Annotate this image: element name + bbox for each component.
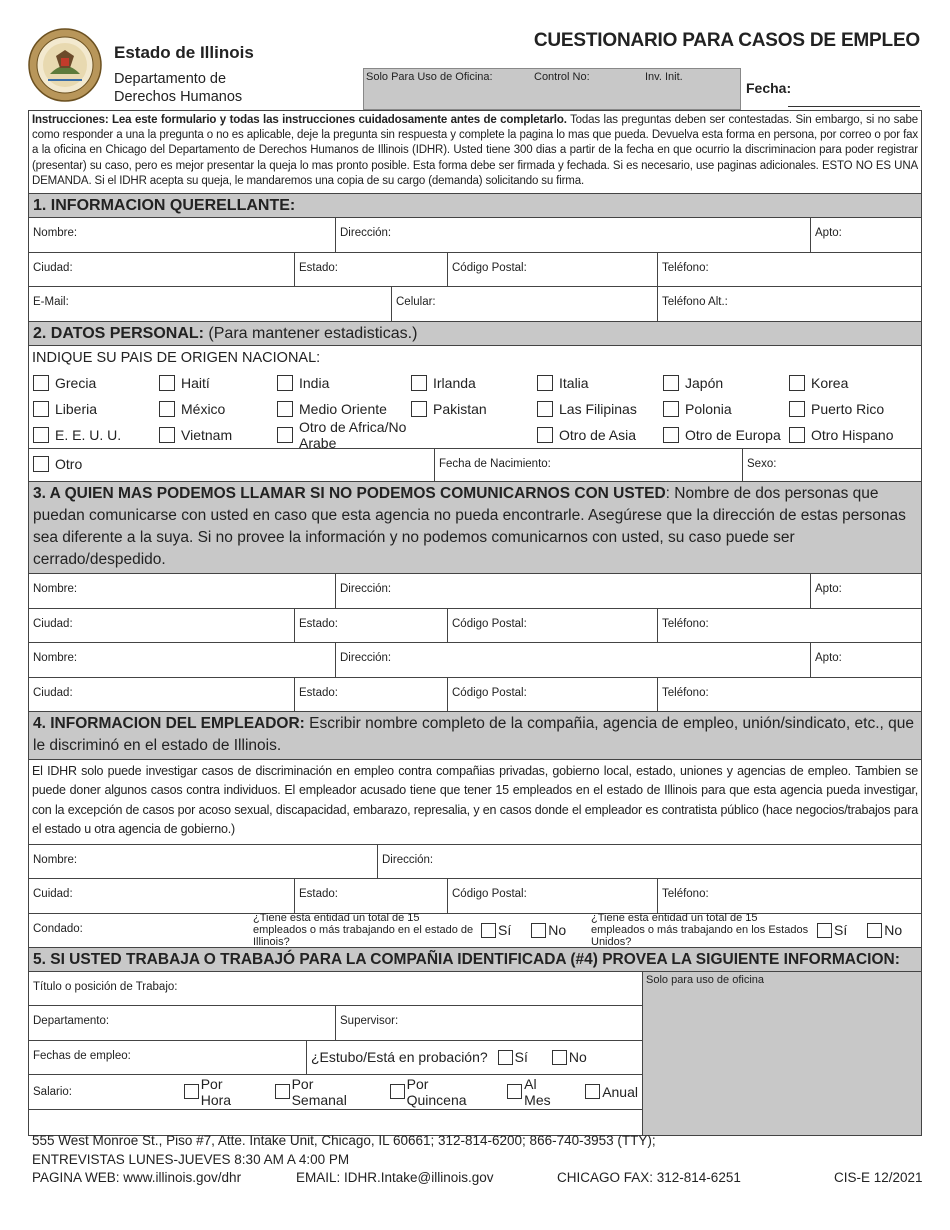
contact2-apt-field[interactable]: Apto: (815, 652, 842, 665)
checkbox[interactable] (411, 401, 427, 417)
other-origin-option[interactable]: Otro (29, 449, 435, 482)
pay-label: Por Semanal (291, 1075, 347, 1108)
checkbox[interactable] (277, 401, 293, 417)
origin-option (411, 422, 537, 448)
footer-email: EMAIL: IDHR.Intake@illinois.gov (296, 1170, 494, 1185)
employer-county-field[interactable]: Condado: (33, 922, 83, 935)
national-origin-label: INDIQUE SU PAIS DE ORIGEN NACIONAL: (32, 349, 321, 366)
checkbox[interactable] (33, 456, 49, 472)
origin-label: Vietnam (181, 426, 233, 443)
checkbox[interactable] (663, 401, 679, 417)
contact1-city-field[interactable]: Ciudad: (29, 609, 295, 643)
us-yes-option[interactable]: Sí (817, 922, 847, 938)
pay-option[interactable] (390, 1076, 490, 1108)
section-4-header: 4. INFORMACION DEL EMPLEADOR: Escribir nombre completo de la compañia, agencia de empleo, unión/sindicato, etc., que le discriminó en el estado de Illinois. (29, 712, 921, 760)
us-no-option[interactable]: No (867, 922, 902, 938)
checkbox[interactable] (789, 375, 805, 391)
origin-option[interactable] (789, 422, 923, 448)
office-use-area: Solo para uso de oficina (643, 972, 921, 1135)
department-name: Departamento de Derechos Humanos (114, 71, 243, 105)
checkbox[interactable] (33, 401, 49, 417)
contact2-address-field[interactable]: Dirección: (336, 643, 811, 677)
section-3-header: 3. A QUIEN MAS PODEMOS LLAMAR SI NO PODEMOS COMUNICARNOS CON USTED: Nombre de dos personas que puedan comunicarse con usted en caso que esta agencia no pueda encontrarle. Asegúrese que la dirección de estas personas sea diferente a la suya. Si no provee la información y no podemos comunicarnos con usted, su caso puede ser cerrado/despedido. (29, 482, 921, 574)
checkbox[interactable] (498, 1050, 513, 1065)
checkbox[interactable] (159, 375, 175, 391)
salary-field: Salario: Por Hora Por Semanal Por Quincena Al Mes Anual (33, 1075, 638, 1108)
claimant-address-field[interactable]: Dirección: (336, 218, 811, 252)
checkbox[interactable] (867, 923, 882, 938)
origin-label: México (181, 400, 226, 417)
illinois-no-option[interactable]: No (531, 922, 566, 938)
form-title: CUESTIONARIO PARA CASOS DE EMPLEO (533, 30, 920, 51)
birthdate-field[interactable]: Fecha de Nacimiento: (435, 449, 743, 482)
checkbox[interactable] (537, 401, 553, 417)
origin-option[interactable] (789, 370, 923, 396)
checkbox[interactable] (184, 1084, 199, 1099)
origin-option[interactable] (33, 370, 159, 396)
contact1-zip-field[interactable]: Código Postal: (448, 609, 658, 643)
origin-label: Medio Oriente (299, 400, 387, 417)
origin-label: Puerto Rico (811, 400, 885, 417)
origin-option[interactable] (789, 396, 923, 422)
origin-label: India (299, 374, 330, 391)
section-2-header: 2. DATOS PERSONAL: (Para mantener estadisticas.) (29, 322, 921, 346)
origin-option[interactable] (537, 422, 663, 448)
checkbox[interactable] (33, 427, 49, 443)
pay-option[interactable] (184, 1076, 255, 1108)
employer-state-field[interactable]: Estado: (295, 879, 448, 913)
employer-info-paragraph: El IDHR solo puede investigar casos de discriminación en empleo contra compañias privadas, gobierno local, estado, uniones y agencias de empleo. Tambien se puede doner algunos casos contra individuos. El empleador acusado tiene que tener 15 empleados en el estado de Illinois para que esta agencia pueda investigar, con la excepción de casos por acoso sexual, discapacidad, embarazo, represalia, y en casos donde el empleador es contratista público (hace negocios/trabajos para el estado u otra agencia de gobierno.) (29, 760, 921, 845)
pay-label: Al Mes (524, 1075, 551, 1108)
employment-dates-field[interactable]: Fechas de empleo: (29, 1041, 307, 1075)
instructions: Instrucciones: Lea este formulario y todas las instrucciones cuidadosamente antes de completarlo. Todas las preguntas deben ser contestadas. Sin embargo, si no sabe como responder a una la pregunta o no es aplicable, deje la pregunta sin respuesta y complete la pagina lo mas que pueda. Devuelva esta forma en persona, por correo o por fax a la oficina en Chicago del Departamento de Derechos Humanos de Illinois (IDHR). Usted tiene 300 dias a partir de la fecha en que ocurrio la discriminacion para poder registrar (presentar) su caso, pero es mejor presentar la queja lo mas pronto posible. Esta forma debe ser firmada y fechada. Si es necesario, use paginas adicionales. ESTO NO ES UNA DEMANDA. Si el IDHR acepta su queja, le mandaremos una copia de su cargo (demanda) solicitando su firma. (29, 111, 921, 194)
contact2-state-field[interactable]: Estado: (295, 678, 448, 712)
origin-label: Pakistan (433, 400, 487, 417)
origin-option[interactable] (663, 370, 789, 396)
origin-option[interactable] (33, 422, 159, 448)
contact2-zip-field[interactable]: Código Postal: (448, 678, 658, 712)
job-title-field[interactable]: Título o posición de Trabajo: (33, 980, 178, 993)
probation-question: ¿Estubo/Está en probación? Sí No (311, 1049, 587, 1066)
employer-address-field[interactable]: Dirección: (382, 853, 434, 866)
checkbox[interactable] (411, 375, 427, 391)
contact1-state-field[interactable]: Estado: (295, 609, 448, 643)
employer-city-field[interactable]: Cuidad: (29, 879, 295, 913)
origin-label: Otro de Europa (685, 426, 781, 443)
origin-label: E. E. U. U. (55, 426, 122, 443)
checkbox[interactable] (481, 923, 496, 938)
claimant-city-field[interactable]: Ciudad: (29, 253, 295, 287)
date-field[interactable] (788, 106, 920, 107)
checkbox[interactable] (159, 401, 175, 417)
origin-label: Italia (559, 374, 589, 391)
claimant-name-field[interactable]: Nombre: (29, 218, 336, 252)
checkbox[interactable] (159, 427, 175, 443)
supervisor-field[interactable]: Supervisor: (340, 1015, 399, 1028)
pay-option[interactable] (275, 1076, 370, 1108)
employer-name-field[interactable]: Nombre: (29, 845, 378, 879)
contact1-address-field[interactable]: Dirección: (336, 574, 811, 608)
origin-label: Otro de Asia (559, 426, 637, 443)
contact2-city-field[interactable]: Ciudad: (29, 678, 295, 712)
checkbox[interactable] (537, 375, 553, 391)
origin-option[interactable] (33, 396, 159, 422)
origin-option[interactable] (537, 370, 663, 396)
contact2-name-field[interactable]: Nombre: (29, 643, 336, 677)
form-body (28, 110, 922, 1136)
pay-option[interactable] (507, 1076, 565, 1108)
footer-web: PAGINA WEB: www.illinois.gov/dhr (32, 1170, 242, 1185)
origin-label: Otro Hispano (811, 426, 894, 443)
probation-no-option[interactable]: No (552, 1049, 587, 1065)
origin-label: Las Filipinas (559, 400, 637, 417)
section-1-header: 1. INFORMACION QUERELLANTE: (29, 194, 921, 218)
claimant-email-field[interactable]: E-Mail: (29, 287, 392, 321)
checkbox[interactable] (277, 427, 293, 443)
origin-label: Korea (811, 374, 849, 391)
employer-phone-field[interactable]: Teléfono: (662, 888, 709, 901)
office-use-box: Solo Para Uso de Oficina: Control No: Inv. Init. (363, 68, 741, 110)
checkbox[interactable] (585, 1084, 600, 1099)
illinois-15-employees-question: ¿Tiene esta entidad un total de 15 empleados o más trabajando en el estado de Illinois? Sí No (253, 912, 567, 949)
employer-zip-field[interactable]: Código Postal: (448, 879, 658, 913)
claimant-apt-field[interactable]: Apto: (815, 227, 842, 240)
origin-option[interactable] (411, 396, 537, 422)
origin-option[interactable] (159, 396, 277, 422)
checkbox[interactable] (789, 427, 805, 443)
pay-label: Por Quincena (406, 1075, 467, 1108)
origin-label: Haití (181, 374, 210, 391)
claimant-state-field[interactable]: Estado: (295, 253, 448, 287)
origin-option[interactable] (663, 396, 789, 422)
checkbox[interactable] (789, 401, 805, 417)
state-name: Estado de Illinois (114, 43, 254, 62)
origin-label: Irlanda (433, 374, 476, 391)
checkbox[interactable] (552, 1050, 567, 1065)
origin-option[interactable] (663, 422, 789, 448)
origin-option[interactable] (411, 370, 537, 396)
claimant-zip-field[interactable]: Código Postal: (448, 253, 658, 287)
checkbox[interactable] (33, 375, 49, 391)
origin-option[interactable] (277, 370, 411, 396)
origin-label: Liberia (55, 400, 98, 417)
claimant-alt-phone-field[interactable]: Teléfono Alt.: (662, 296, 728, 309)
sex-field[interactable]: Sexo: (747, 457, 777, 470)
state-seal-logo (28, 28, 102, 102)
origin-option[interactable] (159, 422, 277, 448)
checkbox[interactable] (663, 427, 679, 443)
checkbox[interactable] (390, 1084, 405, 1099)
pay-label: Por Hora (200, 1075, 232, 1108)
contact1-phone-field[interactable]: Teléfono: (662, 617, 709, 630)
section-5-header: 5. SI USTED TRABAJA O TRABAJÓ PARA LA COMPAÑIA IDENTIFICADA (#4) PROVEA LA SIGUIENTE INFORMACION: (29, 948, 921, 972)
checkbox[interactable] (531, 923, 546, 938)
us-15-employees-question: ¿Tiene esta entidad un total de 15 empleados o más trabajando en los Estados Unidos? Sí No (591, 912, 903, 949)
origin-label: Japón (685, 374, 724, 391)
country-checkbox-grid (29, 370, 921, 451)
department-field[interactable]: Departamento: (29, 1006, 336, 1040)
footer-address: 555 West Monroe St., Piso #7, Atte. Intake Unit, Chicago, IL 60661; 312-814-6200; 866-740-3953 (TTY); (32, 1133, 656, 1148)
contact1-name-field[interactable]: Nombre: (29, 574, 336, 608)
checkbox[interactable] (507, 1084, 522, 1099)
pay-option[interactable] (585, 1076, 638, 1108)
claimant-cell-field[interactable]: Celular: (392, 287, 658, 321)
origin-option[interactable] (537, 396, 663, 422)
pay-label: Anual (602, 1083, 638, 1100)
checkbox[interactable] (275, 1084, 290, 1099)
date-label: Fecha: (746, 80, 792, 96)
footer-hours: ENTREVISTAS LUNES-JUEVES 8:30 AM A 4:00 PM (32, 1152, 350, 1167)
illinois-yes-option[interactable]: Sí (481, 922, 511, 938)
checkbox[interactable] (277, 375, 293, 391)
origin-label: Polonia (685, 400, 732, 417)
form-id: CIS-E 12/2021 (834, 1170, 923, 1185)
pay-options (184, 1076, 638, 1108)
checkbox[interactable] (663, 375, 679, 391)
checkbox[interactable] (817, 923, 832, 938)
contact2-phone-field[interactable]: Teléfono: (662, 686, 709, 699)
origin-label: Grecia (55, 374, 97, 391)
probation-yes-option[interactable]: Sí (498, 1049, 528, 1065)
origin-option[interactable] (277, 418, 411, 451)
origin-option[interactable] (159, 370, 277, 396)
checkbox[interactable] (537, 427, 553, 443)
origin-label: Otro de Africa/No Arabe (299, 418, 407, 451)
contact1-apt-field[interactable]: Apto: (815, 583, 842, 596)
footer-fax: CHICAGO FAX: 312-814-6251 (557, 1170, 741, 1185)
claimant-phone-field[interactable]: Teléfono: (662, 261, 709, 274)
